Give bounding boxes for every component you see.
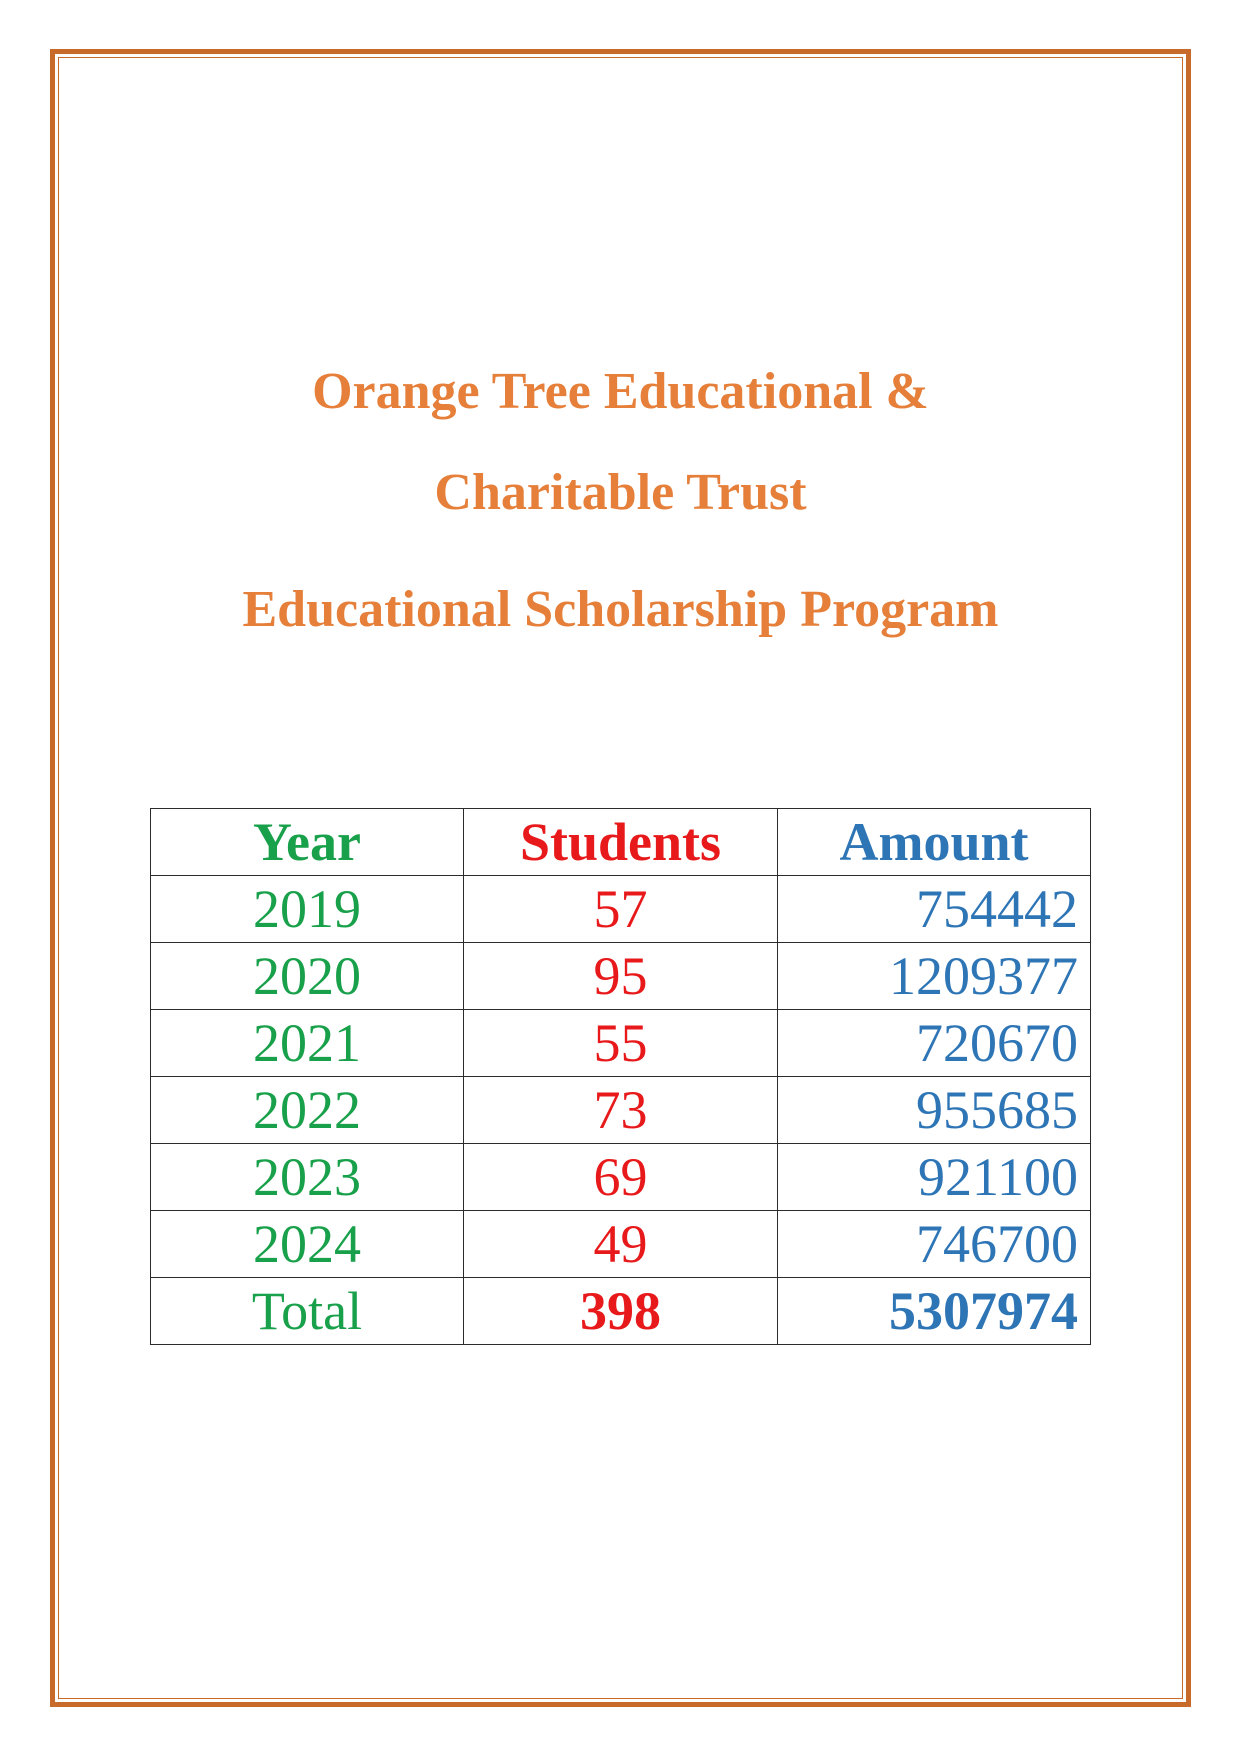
- table-header-row: [151, 809, 1091, 876]
- total-students: 398: [464, 1278, 778, 1345]
- year-cell: 2020: [151, 943, 464, 1010]
- table-row: [151, 1077, 1091, 1144]
- trust-name-line-1: Orange Tree Educational &: [312, 363, 929, 420]
- table-row: [151, 1010, 1091, 1077]
- students-cell: 55: [464, 1010, 778, 1077]
- header-students: Students: [464, 809, 778, 876]
- header-amount: Amount: [778, 809, 1091, 876]
- year-cell: 2023: [151, 1144, 464, 1211]
- students-cell: 95: [464, 943, 778, 1010]
- year-cell: 2022: [151, 1077, 464, 1144]
- table-row: [151, 1211, 1091, 1278]
- year-cell: 2024: [151, 1211, 464, 1278]
- amount-cell: 1209377: [778, 943, 1091, 1010]
- amount-cell: 921100: [778, 1144, 1091, 1211]
- trust-name-line-2: Charitable Trust: [434, 464, 807, 521]
- year-cell: 2019: [151, 876, 464, 943]
- students-cell: 73: [464, 1077, 778, 1144]
- students-cell: 69: [464, 1144, 778, 1211]
- scholarship-table: [150, 808, 1091, 1345]
- table-row: [151, 1144, 1091, 1211]
- table-row: [151, 876, 1091, 943]
- header-year: Year: [151, 809, 464, 876]
- students-cell: 49: [464, 1211, 778, 1278]
- amount-cell: 746700: [778, 1211, 1091, 1278]
- amount-cell: 720670: [778, 1010, 1091, 1077]
- total-label: Total: [151, 1278, 464, 1345]
- program-title: Educational Scholarship Program: [242, 581, 999, 638]
- total-row: [151, 1278, 1091, 1345]
- students-cell: 57: [464, 876, 778, 943]
- table-row: [151, 943, 1091, 1010]
- year-cell: 2021: [151, 1010, 464, 1077]
- total-amount: 5307974: [778, 1278, 1091, 1345]
- amount-cell: 955685: [778, 1077, 1091, 1144]
- amount-cell: 754442: [778, 876, 1091, 943]
